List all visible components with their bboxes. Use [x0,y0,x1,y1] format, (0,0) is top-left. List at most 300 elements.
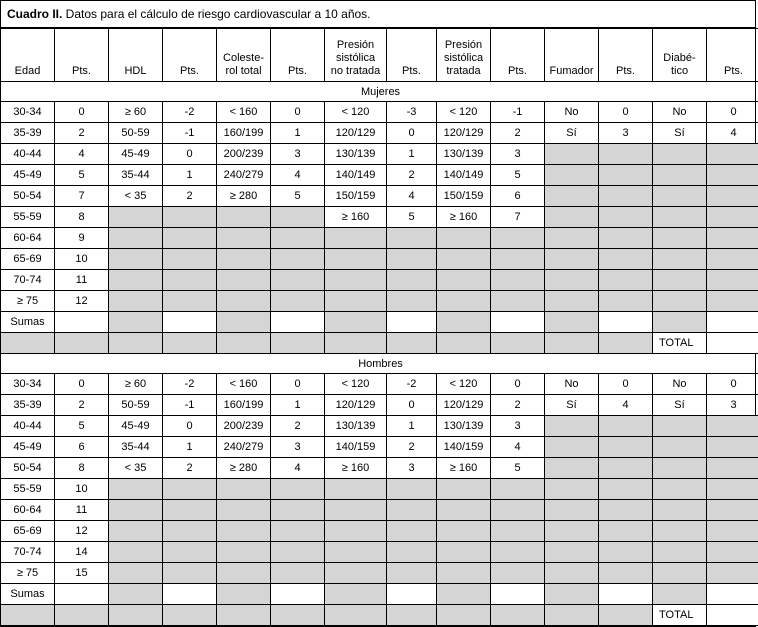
table-cell [491,270,545,291]
table-cell [545,437,599,458]
shaded-cell [109,584,163,605]
table-cell: 3 [271,437,325,458]
table-cell: 2 [55,123,109,144]
table-cell: -1 [163,395,217,416]
column-header: Pts. [387,29,437,82]
shaded-cell [163,605,217,626]
section-header-row [1,354,758,374]
table-cell [653,207,707,228]
table-cell [707,542,758,563]
table-cell: 2 [387,437,437,458]
table-cell: 12 [55,291,109,312]
table-cell [109,207,163,228]
section-label: Mujeres [1,82,758,102]
table-cell: < 120 [325,102,387,123]
table-cell [545,228,599,249]
table-cell: < 120 [325,374,387,395]
table-cell [387,479,437,500]
table-cell: 50-59 [109,123,163,144]
table-cell [491,291,545,312]
table-cell: Sí [545,395,599,416]
table-cell [387,563,437,584]
table-cell: 3 [491,416,545,437]
table-cell: 200/239 [217,416,271,437]
table-cell [163,228,217,249]
table-cell: ≥ 160 [325,458,387,479]
table-cell: 5 [491,165,545,186]
table-cell: < 120 [437,374,491,395]
table-cell [545,186,599,207]
table-cell: 60-64 [1,500,55,521]
table-cell: ≥ 75 [1,291,55,312]
shaded-cell [437,605,491,626]
table-cell [325,500,387,521]
table-cell: 11 [55,500,109,521]
total-input-box[interactable] [707,605,758,626]
sum-input-box[interactable] [271,312,325,333]
table-row [1,186,758,207]
table-cell [599,437,653,458]
table-cell: 120/129 [437,123,491,144]
table-cell [653,270,707,291]
table-cell: 0 [491,374,545,395]
table-cell: 35-39 [1,123,55,144]
table-cell [387,270,437,291]
table-cell: 120/129 [437,395,491,416]
table-cell [707,291,758,312]
shaded-cell [109,605,163,626]
table-cell [545,563,599,584]
sum-input-box[interactable] [491,312,545,333]
table-cell [217,542,271,563]
table-cell: 45-49 [109,144,163,165]
table-cell [545,458,599,479]
shaded-cell [55,605,109,626]
total-row [1,605,758,626]
table-cell: ≥ 160 [325,207,387,228]
table-cell [707,521,758,542]
table-cell: ≥ 160 [437,458,491,479]
table-cell: Sí [653,395,707,416]
shaded-cell [163,333,217,354]
sum-input-box[interactable] [491,584,545,605]
table-cell: 35-44 [109,165,163,186]
table-cell [545,416,599,437]
table-cell: 200/239 [217,144,271,165]
column-header: Presión sistólica no tratada [325,29,387,82]
table-cell [653,458,707,479]
table-cell [437,500,491,521]
table-cell [707,270,758,291]
table-cell [109,563,163,584]
table-cell: 0 [599,374,653,395]
total-row [1,333,758,354]
table-cell: 150/159 [437,186,491,207]
table-cell [217,249,271,270]
table-cell: 240/279 [217,165,271,186]
table-cell: 2 [163,186,217,207]
table-cell: 3 [491,144,545,165]
table-cell: 0 [707,374,758,395]
table-cell [325,521,387,542]
table-cell: 50-54 [1,186,55,207]
table-cell [325,563,387,584]
shaded-cell [387,605,437,626]
table-cell [545,291,599,312]
shaded-cell [653,312,707,333]
table-cell: 3 [707,395,758,416]
table-cell: 8 [55,458,109,479]
table-cell [387,249,437,270]
table-cell: ≥ 280 [217,458,271,479]
table-cell [491,479,545,500]
table-cell: 30-34 [1,374,55,395]
shaded-cell [1,605,55,626]
table-cell [707,500,758,521]
table-cell [707,479,758,500]
sum-input-box[interactable] [599,584,653,605]
table-cell: No [545,374,599,395]
table-row [1,102,758,123]
risk-table [0,28,758,626]
total-label: TOTAL [653,605,707,626]
table-cell [653,144,707,165]
table-cell: 40-44 [1,416,55,437]
table-cell: 35-44 [109,437,163,458]
table-cell [217,479,271,500]
table-cell: ≥ 75 [1,563,55,584]
sum-input-box[interactable] [55,584,109,605]
table-title [1,1,755,28]
column-header: Diabé- tico [653,29,707,82]
title-bold: Cuadro II. [7,7,62,21]
shaded-cell [599,333,653,354]
table-cell: 60-64 [1,228,55,249]
table-row [1,207,758,228]
table-cell: 0 [271,374,325,395]
column-header: Coleste- rol total [217,29,271,82]
table-cell: 45-49 [1,437,55,458]
table-cell [217,270,271,291]
table-cell [387,542,437,563]
table-cell: 14 [55,542,109,563]
table-cell [653,479,707,500]
table-cell: 130/139 [437,144,491,165]
shaded-cell [325,605,387,626]
table-cell [271,207,325,228]
table-cell: 1 [163,165,217,186]
table-cell: 0 [55,374,109,395]
table-cell: 0 [163,144,217,165]
table-cell [437,270,491,291]
table-cell [437,521,491,542]
table-cell: 45-49 [109,416,163,437]
table-cell: 0 [387,395,437,416]
shaded-cell [1,333,55,354]
table-cell: 11 [55,270,109,291]
table-cell [491,542,545,563]
table-cell [707,458,758,479]
column-header: Pts. [491,29,545,82]
table-cell [325,542,387,563]
shaded-cell [545,584,599,605]
table-cell: 10 [55,479,109,500]
table-cell: 0 [387,123,437,144]
sum-input-box[interactable] [271,584,325,605]
table-row [1,395,758,416]
table-cell: 8 [55,207,109,228]
table-cell [271,563,325,584]
table-cell: 4 [271,165,325,186]
table-cell [271,542,325,563]
table-cell [491,500,545,521]
column-header: Pts. [707,29,758,82]
table-cell: 70-74 [1,270,55,291]
table-cell: 1 [163,437,217,458]
shaded-cell [217,584,271,605]
table-row [1,374,758,395]
table-cell [163,500,217,521]
table-cell [599,207,653,228]
table-cell: -1 [491,102,545,123]
column-header: Pts. [55,29,109,82]
table-cell [545,270,599,291]
table-row [1,249,758,270]
table-cell: 65-69 [1,249,55,270]
sum-input-box[interactable] [163,584,217,605]
table-cell [707,207,758,228]
table-cell [599,479,653,500]
table-cell: 12 [55,521,109,542]
table-cell [387,228,437,249]
shaded-cell [271,605,325,626]
table-cell [217,228,271,249]
table-cell [109,542,163,563]
table-cell [599,228,653,249]
table-cell: 3 [271,144,325,165]
table-cell [109,228,163,249]
table-cell [545,521,599,542]
sums-label: Sumas [1,584,55,605]
column-header: Pts. [163,29,217,82]
table-cell: 4 [271,458,325,479]
table-row [1,500,758,521]
table-cell [271,479,325,500]
shaded-cell [545,312,599,333]
table-cell: < 35 [109,186,163,207]
table-cell [599,521,653,542]
table-cell: < 35 [109,458,163,479]
table-cell: 140/149 [325,165,387,186]
table-cell [271,291,325,312]
shaded-cell [653,584,707,605]
table-cell [707,563,758,584]
table-cell: 140/149 [437,165,491,186]
table-cell: 160/199 [217,123,271,144]
table-cell: 40-44 [1,144,55,165]
table-cell [653,165,707,186]
table-cell [599,186,653,207]
table-cell [545,500,599,521]
table-cell [217,207,271,228]
table-cell: 120/129 [325,123,387,144]
table-cell: 45-49 [1,165,55,186]
table-cell [387,291,437,312]
table-cell: 2 [55,395,109,416]
table-cell [653,437,707,458]
table-cell: 55-59 [1,207,55,228]
shaded-cell [109,333,163,354]
table-cell: 4 [55,144,109,165]
column-header: Fumador [545,29,599,82]
sum-input-box[interactable] [707,312,758,333]
table-row [1,291,758,312]
table-cell [437,542,491,563]
column-header: HDL [109,29,163,82]
table-cell [491,563,545,584]
sum-input-box[interactable] [707,584,758,605]
table-cell [599,563,653,584]
table-row [1,479,758,500]
table-cell: 5 [491,458,545,479]
table-cell [163,291,217,312]
shaded-cell [217,333,271,354]
table-cell [545,542,599,563]
table-cell [217,291,271,312]
table-cell: Sí [545,123,599,144]
sum-input-box[interactable] [163,312,217,333]
table-cell [599,291,653,312]
table-cell [325,291,387,312]
shaded-cell [437,333,491,354]
table-cell [653,500,707,521]
table-cell [271,249,325,270]
total-input-box[interactable] [707,333,758,354]
section-label: Hombres [1,354,758,374]
table-cell [599,416,653,437]
table-cell: < 160 [217,102,271,123]
table-cell [387,500,437,521]
table-cell [707,437,758,458]
table-cell: 1 [387,144,437,165]
table-cell [599,458,653,479]
table-cell: 120/129 [325,395,387,416]
table-cell: 55-59 [1,479,55,500]
table-cell [325,270,387,291]
table-cell [653,563,707,584]
column-header: Edad [1,29,55,82]
table-cell: 0 [163,416,217,437]
table-cell: 7 [491,207,545,228]
title-text: Datos para el cálculo de riesgo cardiovascular a 10 años. [62,7,370,21]
table-cell [437,479,491,500]
table-cell: 2 [491,123,545,144]
table-cell [653,228,707,249]
table-cell [545,249,599,270]
table-cell [707,186,758,207]
table-cell: Sí [653,123,707,144]
table-cell: 140/159 [437,437,491,458]
sum-input-box[interactable] [599,312,653,333]
section-header-row [1,82,758,102]
table-cell [491,228,545,249]
table-cell: 5 [271,186,325,207]
table-cell: ≥ 160 [437,207,491,228]
table-row [1,228,758,249]
table-cell [271,270,325,291]
table-cell: 6 [55,437,109,458]
table-cell: < 120 [437,102,491,123]
table-cell: 140/159 [325,437,387,458]
table-cell [109,500,163,521]
sum-input-box[interactable] [387,312,437,333]
table-cell [707,249,758,270]
table-cell: -1 [163,123,217,144]
table-cell: -3 [387,102,437,123]
table-cell: -2 [163,374,217,395]
table-cell: 5 [55,165,109,186]
table-cell: 6 [491,186,545,207]
table-cell: 50-54 [1,458,55,479]
table-cell [109,270,163,291]
table-row [1,521,758,542]
table-cell [163,542,217,563]
shaded-cell [217,605,271,626]
column-header: Presión sistólica tratada [437,29,491,82]
table-cell [387,521,437,542]
table-cell [491,249,545,270]
table-cell [545,207,599,228]
table-cell: 240/279 [217,437,271,458]
table-cell [163,479,217,500]
table-cell: 0 [271,102,325,123]
table-cell [599,500,653,521]
shaded-cell [491,605,545,626]
shaded-cell [387,333,437,354]
table-cell [599,542,653,563]
table-cell: 30-34 [1,102,55,123]
table-row [1,458,758,479]
table-cell [163,521,217,542]
table-cell [163,249,217,270]
table-cell: 50-59 [109,395,163,416]
shaded-cell [545,333,599,354]
column-header: Pts. [599,29,653,82]
table-cell [109,291,163,312]
table-cell [271,228,325,249]
table-cell [653,291,707,312]
table-cell: 0 [599,102,653,123]
table-cell [599,270,653,291]
table-cell: No [653,102,707,123]
shaded-cell [109,312,163,333]
table-cell [545,165,599,186]
table-cell: 9 [55,228,109,249]
table-cell [271,521,325,542]
table-cell [437,291,491,312]
sums-row [1,584,758,605]
table-cell [325,249,387,270]
table-cell [163,270,217,291]
shaded-cell [271,333,325,354]
shaded-cell [599,605,653,626]
table-cell [653,521,707,542]
sum-input-box[interactable] [55,312,109,333]
sum-input-box[interactable] [387,584,437,605]
table-cell [271,500,325,521]
table-cell [545,144,599,165]
table-cell: 0 [55,102,109,123]
